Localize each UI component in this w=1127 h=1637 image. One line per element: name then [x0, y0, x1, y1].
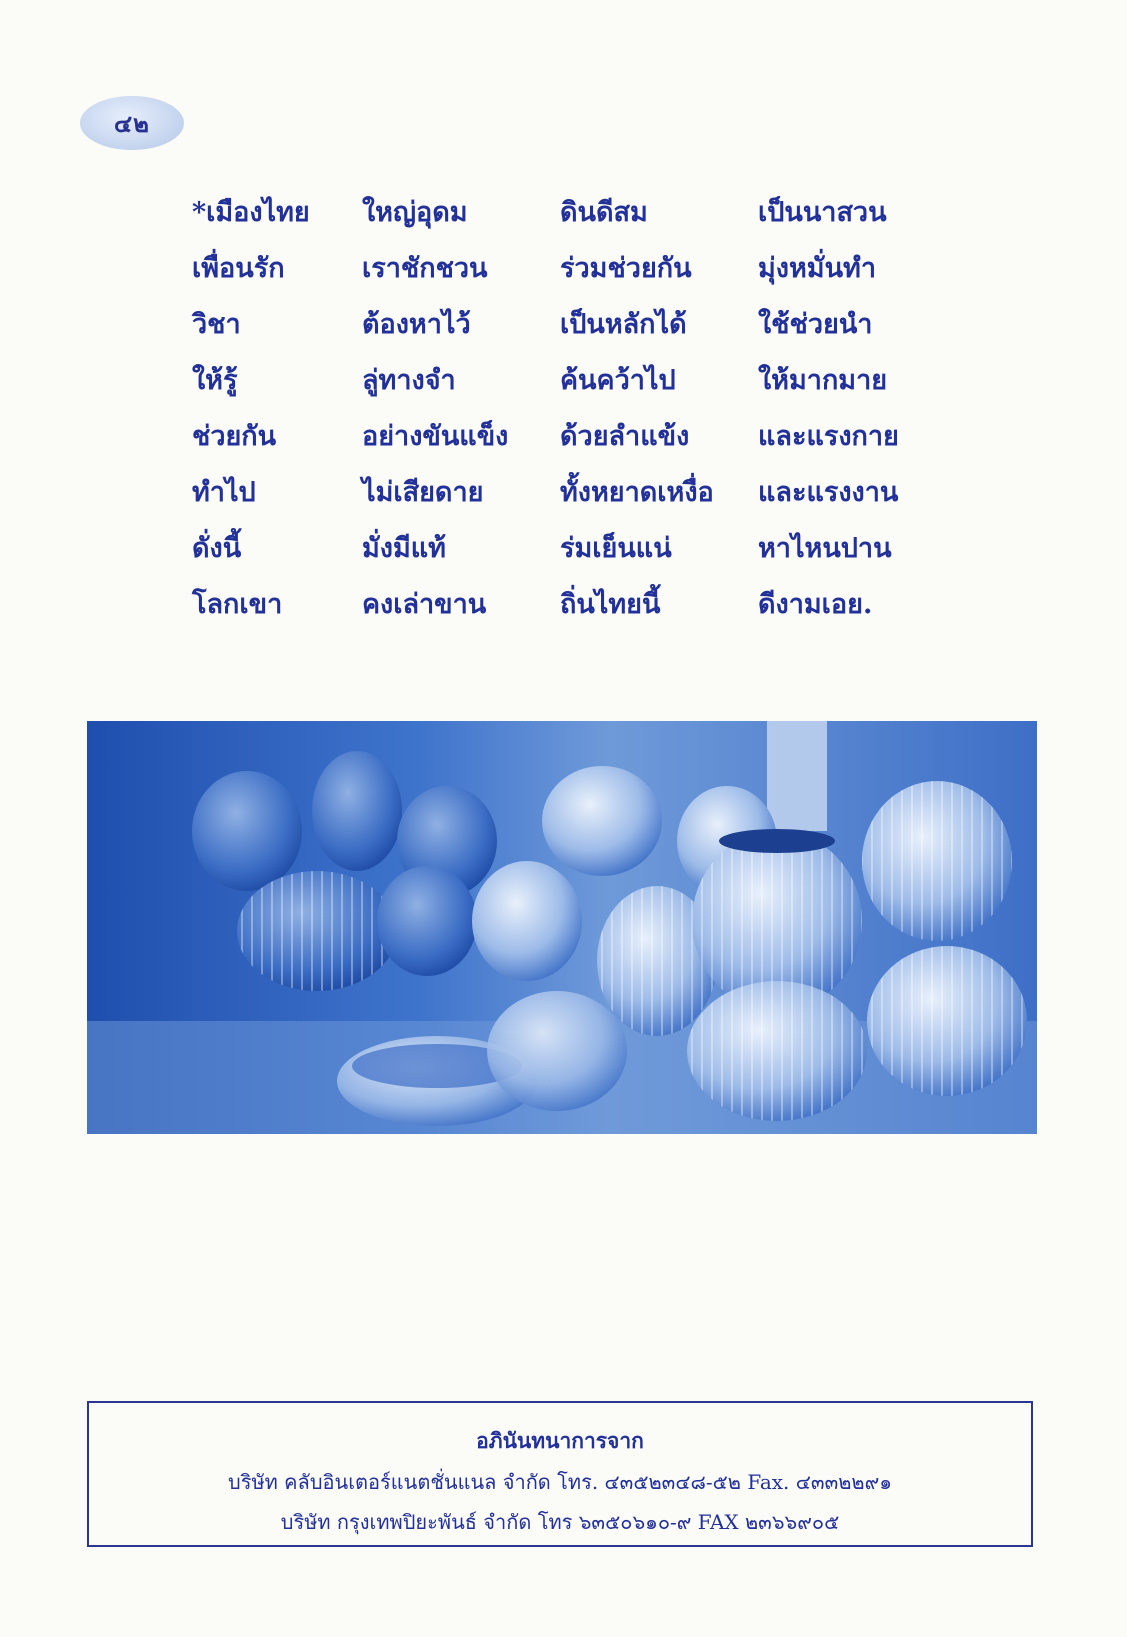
- poem-phrase: ช่วยกัน: [192, 420, 277, 452]
- poem-row: [192, 463, 932, 519]
- poem-row: [192, 519, 932, 575]
- poem-phrase: คงเล่าขาน: [362, 588, 487, 620]
- poem-phrase: ร่วมช่วยกัน: [560, 252, 692, 284]
- poem-phrase: เพื่อนรัก: [192, 252, 285, 284]
- poem-phrase: ให้รู้: [192, 364, 238, 396]
- poem-phrase: ค้นคว้าไป: [560, 364, 676, 396]
- poem-phrase: อย่างขันแข็ง: [362, 420, 509, 452]
- poem-phrase: ใช้ช่วยนำ: [758, 308, 873, 340]
- poem-phrase: ทั้งหยาดเหงื่อ: [560, 476, 714, 508]
- credit-line-2: บริษัท กรุงเทพปิยะพันธ์ จำกัด โทร ๖๓๕๐๖๑๐-๙ FAX ๒๓๖๖๙๐๕: [280, 1510, 840, 1534]
- poem: [192, 183, 932, 631]
- pottery-photo: [87, 721, 1037, 1134]
- poem-phrase: ร่มเย็นแน่: [560, 532, 672, 564]
- poem-row: [192, 183, 932, 239]
- poem-phrase: ลู่ทางจำ: [362, 364, 456, 396]
- poem-phrase: *เมืองไทย: [192, 196, 310, 228]
- poem-phrase: เราชักชวน: [362, 252, 488, 284]
- poem-phrase: ดีงามเอย.: [758, 588, 873, 620]
- poem-phrase: ด้วยลำแข้ง: [560, 420, 690, 452]
- poem-phrase: มุ่งหมั่นทำ: [758, 252, 876, 284]
- poem-phrase: ดั่งนี้: [192, 532, 242, 564]
- poem-phrase: วิชา: [192, 308, 241, 340]
- poem-row: [192, 351, 932, 407]
- poem-row: [192, 407, 932, 463]
- pottery-photo-image: [87, 721, 1037, 1134]
- poem-row: [192, 295, 932, 351]
- credit-line-1: บริษัท คลับอินเตอร์แนตชั่นแนล จำกัด โทร. ๔๓๕๒๓๔๘-๕๒ Fax. ๔๓๓๒๒๙๑: [228, 1470, 892, 1494]
- poem-phrase: หาไหนปาน: [758, 532, 892, 564]
- poem-phrase: มั่งมีแท้: [362, 532, 446, 564]
- poem-phrase: ใหญ่อุดม: [362, 196, 468, 228]
- poem-phrase: ดินดีสม: [560, 196, 648, 228]
- poem-phrase: เป็นนาสวน: [758, 196, 887, 228]
- poem-phrase: เป็นหลักได้: [560, 308, 687, 340]
- poem-phrase: ให้มากมาย: [758, 364, 888, 396]
- poem-row: [192, 575, 932, 631]
- poem-phrase: ทำไป: [192, 476, 256, 508]
- credit-heading: อภินันทนาการจาก: [476, 1428, 644, 1453]
- page-number-badge: [80, 96, 184, 150]
- credit-box: [87, 1401, 1033, 1547]
- poem-phrase: และแรงงาน: [758, 476, 899, 508]
- poem-phrase: ต้องหาไว้: [362, 308, 471, 340]
- poem-phrase: ไม่เสียดาย: [362, 476, 484, 508]
- poem-row: [192, 239, 932, 295]
- page-number: ๔๒: [114, 108, 150, 138]
- poem-phrase: ถิ่นไทยนี้: [560, 588, 661, 620]
- poem-phrase: และแรงกาย: [758, 420, 899, 452]
- poem-phrase: โลกเขา: [192, 588, 283, 620]
